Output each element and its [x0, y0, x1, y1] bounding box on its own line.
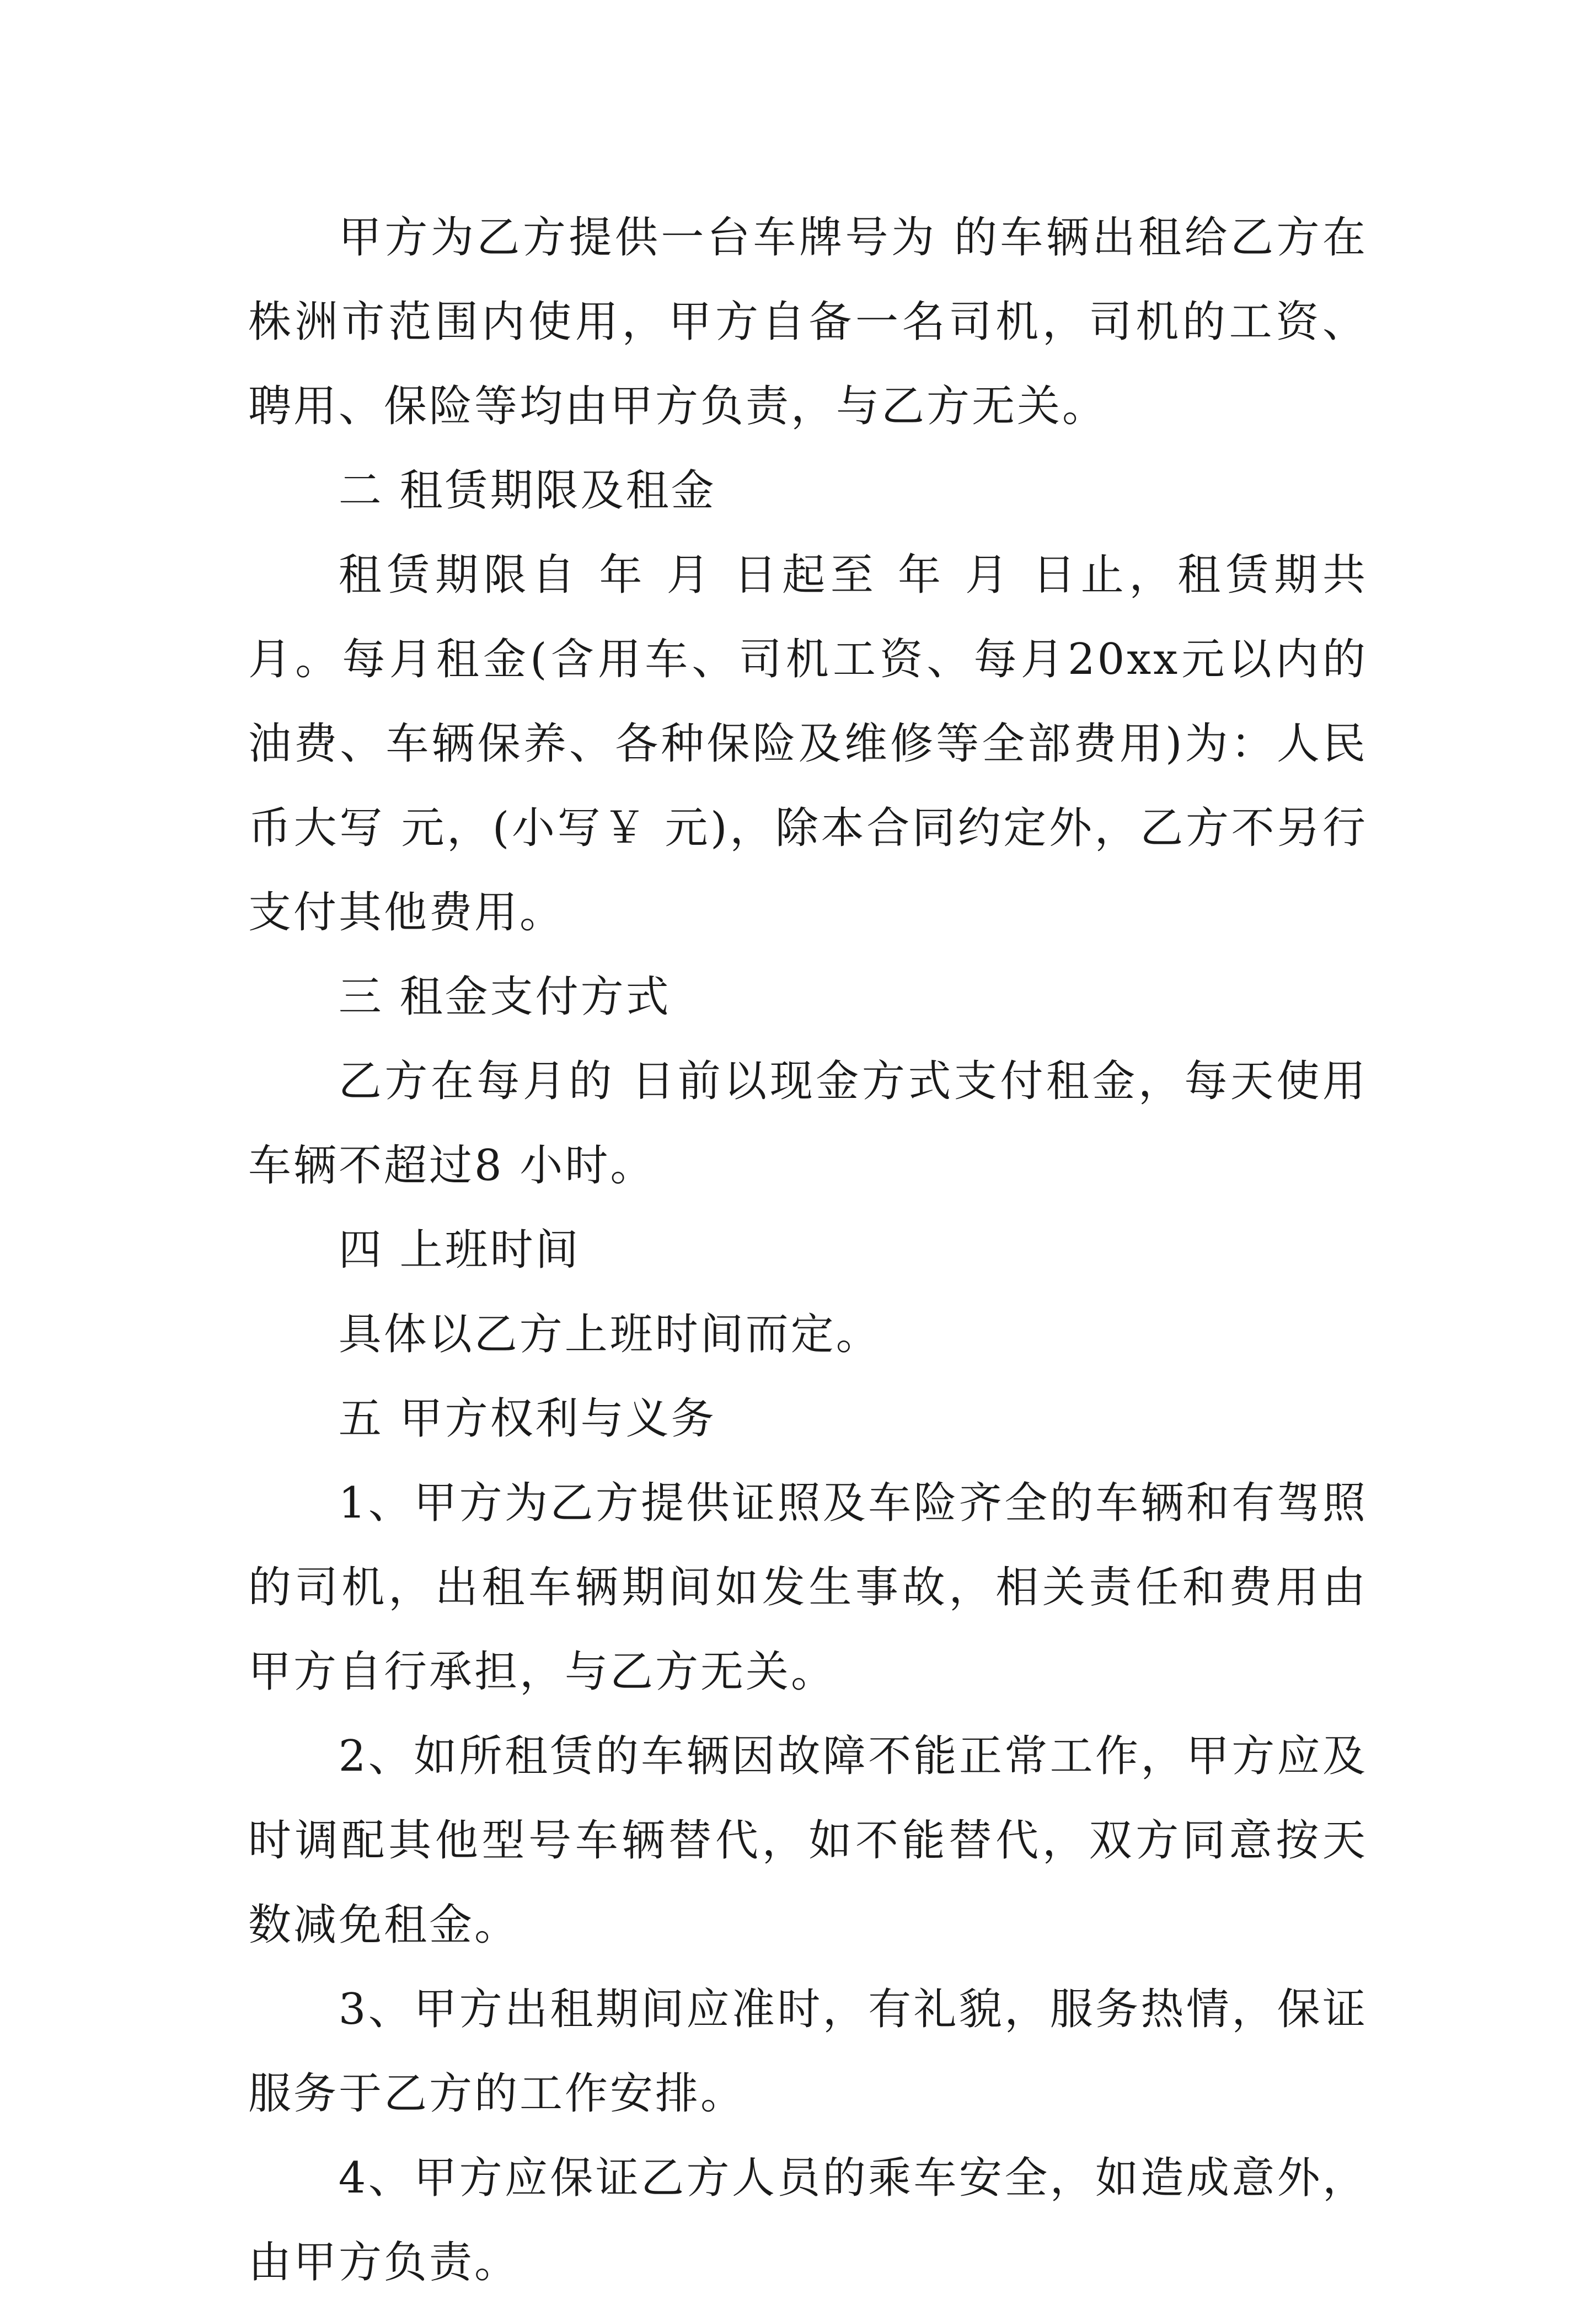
paragraph-work-hours: 具体以乙方上班时间而定。 [338, 1310, 881, 1359]
section-heading-party-a-rights: 五 甲方权利与义务 [338, 1394, 716, 1444]
clause-4: 4、甲方应保证乙方人员的乘车安全，如造成意外，由甲方负责。 [248, 2153, 1368, 2287]
paragraph-lease-term: 租赁期限自 年 月 日起至 年 月 日止，租赁期共 月。每月租金(含用车、司机工资、每月20xx元以内的油费、车辆保养、各种保险及维修等全部费用)为：人民币大写 元，(小写￥ 元)，除本合同约定外，乙方不另行支付其他费用。 [248, 550, 1368, 937]
section-heading-lease-term: 二 租赁期限及租金 [338, 466, 716, 516]
clause-1: 1、甲方为乙方提供证照及车险齐全的车辆和有驾照的司机，出租车辆期间如发生事故，相关责任和费用由甲方自行承担，与乙方无关。 [248, 1478, 1368, 1697]
clause-3: 3、甲方出租期间应准时，有礼貌，服务热情，保证服务于乙方的工作安排。 [248, 1985, 1368, 2119]
paragraph-payment-method: 乙方在每月的 日前以现金方式支付租金，每天使用车辆不超过8 小时。 [248, 1057, 1368, 1191]
section-heading-payment-method: 三 租金支付方式 [338, 972, 671, 1022]
document-body [248, 196, 1368, 2305]
section-heading-work-hours: 四 上班时间 [338, 1225, 581, 1275]
clause-2: 2、如所租赁的车辆因故障不能正常工作，甲方应及时调配其他型号车辆替代，如不能替代，双方同意按天数减免租金。 [248, 1732, 1368, 1950]
paragraph-vehicle-provision: 甲方为乙方提供一台车牌号为 的车辆出租给乙方在株洲市范围内使用，甲方自备一名司机，司机的工资、聘用、保险等均由甲方负责，与乙方无关。 [248, 213, 1368, 431]
